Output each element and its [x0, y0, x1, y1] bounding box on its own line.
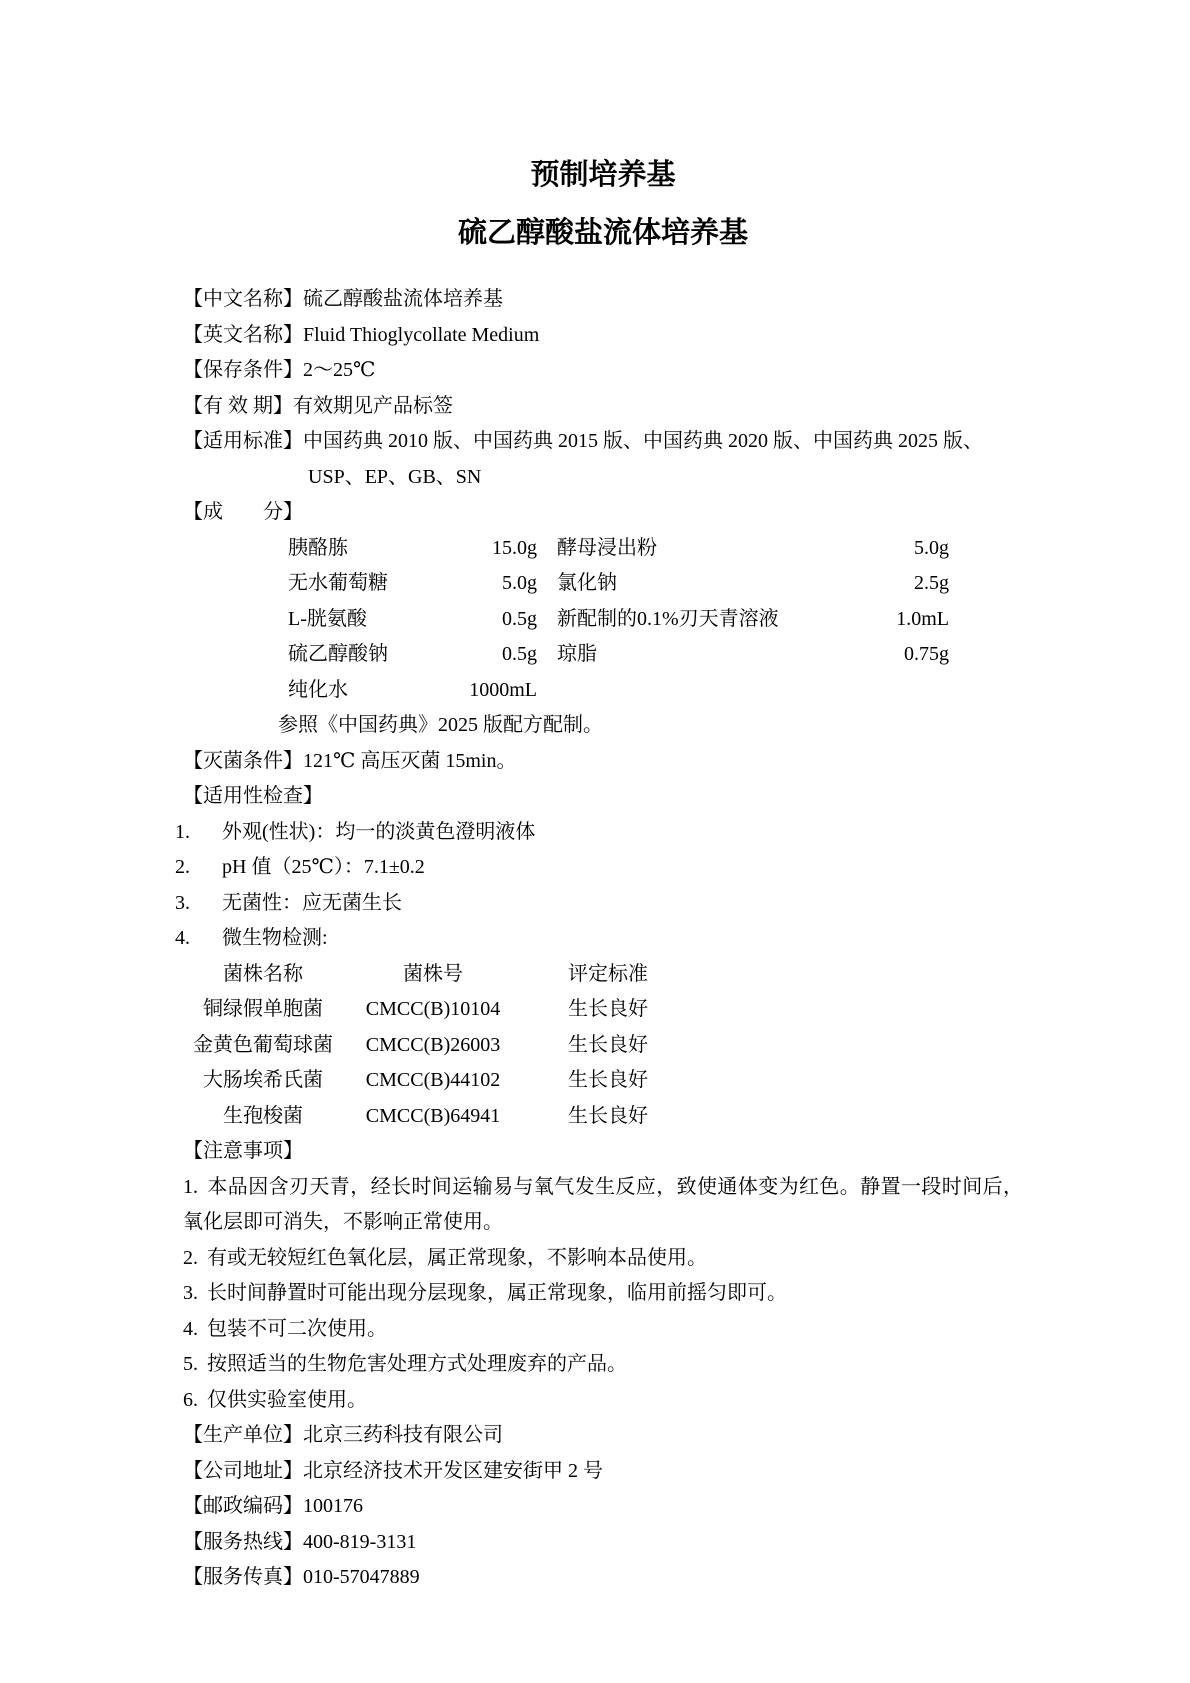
field-label: 【适用性检查】 — [183, 785, 323, 807]
precaution-item — [183, 1170, 1023, 1241]
ingredient-name: 纯化水 — [288, 678, 348, 701]
precaution-item — [183, 1276, 1023, 1312]
suitability-item — [175, 815, 1023, 851]
composition-row — [183, 602, 1023, 638]
strain-result: 生长良好 — [568, 1069, 648, 1091]
item-text: 长时间静置时可能出现分层现象，属正常现象，临用前摇匀即可。 — [207, 1282, 787, 1304]
field-label: 【保存条件】 — [183, 359, 303, 381]
strain-table-row — [183, 1099, 1023, 1135]
composition-row — [183, 673, 1023, 709]
field-label: 【中文名称】 — [183, 288, 303, 310]
field-value: Fluid Thioglycollate Medium — [303, 323, 540, 346]
field-value: 北京三药科技有限公司 — [303, 1424, 503, 1446]
field-value: 010-57047889 — [303, 1566, 420, 1588]
ingredient-amount: 1.0mL — [896, 607, 949, 630]
strain-name: 金黄色葡萄球菌 — [193, 1033, 333, 1056]
strain-number: CMCC(B)10104 — [365, 998, 501, 1020]
field-label: 【有 效 期】 — [183, 394, 293, 417]
field-label: 【成 分】 — [183, 501, 303, 523]
item-number: 3. — [175, 891, 190, 914]
field-service-fax — [183, 1560, 1023, 1596]
strain-table-row — [183, 992, 1023, 1028]
suitability-item — [175, 921, 1023, 957]
precaution-item — [183, 1312, 1023, 1348]
strain-table-row — [183, 1063, 1023, 1099]
strain-name: 铜绿假单胞菌 — [203, 998, 323, 1020]
ingredient-name: 氯化钠 — [557, 572, 617, 594]
suitability-item — [175, 850, 1023, 886]
strain-table-row — [183, 1028, 1023, 1064]
column-header: 菌株名称 — [223, 962, 303, 985]
composition-row — [183, 531, 1023, 567]
item-text: 本品因含刃天青，经长时间运输易与氧气发生反应，致使通体变为红色。静置一段时间后，氧化层即可消失，不影响正常使用。 — [183, 1175, 1023, 1233]
suitability-item — [175, 886, 1023, 922]
precaution-item — [183, 1347, 1023, 1383]
ingredient-amount: 2.5g — [914, 572, 949, 594]
item-number: 1. — [183, 1175, 198, 1198]
strain-result: 生长良好 — [568, 1033, 648, 1056]
strain-number: CMCC(B)44102 — [365, 1069, 501, 1091]
ingredient-name: 硫乙醇酸钠 — [288, 643, 388, 665]
field-value: 中国药典 2010 版、中国药典 2015 版、中国药典 2020 版、中国药典 2025 版、 — [303, 430, 983, 452]
field-value: 北京经济技术开发区建安街甲 2 号 — [303, 1459, 603, 1482]
item-number: 4. — [175, 927, 190, 949]
item-number: 5. — [183, 1353, 198, 1375]
ingredient-name: L-胱氨酸 — [288, 607, 367, 630]
field-storage-condition — [183, 353, 1023, 389]
strain-result: 生长良好 — [568, 998, 648, 1020]
ingredient-name: 酵母浸出粉 — [557, 536, 657, 559]
field-label: 【灭菌条件】 — [183, 749, 303, 772]
item-number: 4. — [183, 1317, 198, 1340]
precaution-item — [183, 1383, 1023, 1419]
item-number: 2. — [183, 1246, 198, 1269]
field-value: 有效期见产品标签 — [293, 394, 453, 417]
item-text: 无菌性：应无菌生长 — [222, 891, 402, 914]
composition-reference-note: 参照《中国药典》2025 版配方配制。 — [278, 714, 603, 736]
ingredient-amount: 1000mL — [469, 678, 537, 701]
ingredient-amount: 0.5g — [502, 607, 537, 630]
composition-row — [183, 566, 1023, 602]
field-label: 【英文名称】 — [183, 323, 303, 346]
field-value: 100176 — [303, 1495, 363, 1517]
document-body — [175, 282, 1023, 1596]
strain-name: 大肠埃希氏菌 — [203, 1069, 323, 1091]
field-applicable-standards-line2: USP、EP、GB、SN — [308, 465, 482, 488]
field-value: 121℃ 高压灭菌 15min。 — [303, 749, 517, 772]
field-label: 【服务传真】 — [183, 1566, 303, 1588]
composition-row — [183, 637, 1023, 673]
section-suitability-label — [183, 779, 1023, 815]
document-title: 预制培养基 — [530, 159, 676, 191]
field-label: 【服务热线】 — [183, 1530, 303, 1553]
field-company-address — [183, 1454, 1023, 1490]
item-text: 按照适当的生物危害处理方式处理废弃的产品。 — [207, 1353, 627, 1375]
field-label: 【适用标准】 — [183, 430, 303, 452]
field-sterilization-condition — [183, 744, 1023, 780]
field-value: 硫乙醇酸盐流体培养基 — [303, 288, 503, 310]
item-text: 有或无较短红色氧化层，属正常现象，不影响本品使用。 — [207, 1246, 707, 1269]
ingredient-name: 胰酪胨 — [288, 536, 348, 559]
field-chinese-name — [183, 282, 1023, 318]
ingredient-amount: 5.0g — [502, 572, 537, 594]
precaution-item — [183, 1241, 1023, 1277]
ingredient-name: 琼脂 — [557, 643, 597, 665]
field-label: 【注意事项】 — [183, 1140, 303, 1162]
ingredient-amount: 5.0g — [914, 536, 949, 559]
field-applicable-standards — [183, 424, 1023, 460]
field-postal-code — [183, 1489, 1023, 1525]
document-subtitle: 硫乙醇酸盐流体培养基 — [457, 217, 748, 249]
item-text: 微生物检测: — [222, 927, 328, 949]
field-value: 2～25℃ — [303, 359, 376, 381]
strain-number: CMCC(B)26003 — [365, 1033, 501, 1056]
item-number: 6. — [183, 1388, 198, 1411]
column-header: 评定标准 — [568, 962, 648, 985]
column-header: 菌株号 — [403, 962, 463, 985]
item-number: 1. — [175, 820, 190, 843]
section-composition-label — [183, 495, 1023, 531]
strain-table-header — [183, 957, 1023, 993]
field-manufacturer — [183, 1418, 1023, 1454]
item-text: 外观(性状)：均一的淡黄色澄明液体 — [222, 820, 536, 843]
field-service-hotline — [183, 1525, 1023, 1561]
ingredient-amount — [847, 673, 949, 709]
item-text: 包装不可二次使用。 — [207, 1317, 387, 1340]
ingredient-name: 无水葡萄糖 — [288, 572, 388, 594]
ingredient-amount: 0.75g — [904, 643, 949, 665]
strain-result: 生长良好 — [568, 1104, 648, 1127]
strain-name: 生孢梭菌 — [223, 1104, 303, 1127]
strain-number: CMCC(B)64941 — [365, 1104, 501, 1127]
section-precautions-label — [183, 1134, 1023, 1170]
item-text: pH 值（25℃）：7.1±0.2 — [222, 856, 425, 878]
field-label: 【邮政编码】 — [183, 1495, 303, 1517]
field-value: 400-819-3131 — [303, 1530, 417, 1553]
ingredient-name — [557, 673, 847, 709]
field-label: 【公司地址】 — [183, 1459, 303, 1482]
item-text: 仅供实验室使用。 — [207, 1388, 367, 1411]
item-number: 2. — [175, 856, 190, 878]
ingredient-name: 新配制的0.1%刃天青溶液 — [557, 607, 779, 630]
field-shelf-life — [183, 389, 1023, 425]
ingredient-amount: 0.5g — [502, 643, 537, 665]
ingredient-amount: 15.0g — [492, 536, 537, 559]
field-english-name — [183, 318, 1023, 354]
field-label: 【生产单位】 — [183, 1424, 303, 1446]
item-number: 3. — [183, 1282, 198, 1304]
